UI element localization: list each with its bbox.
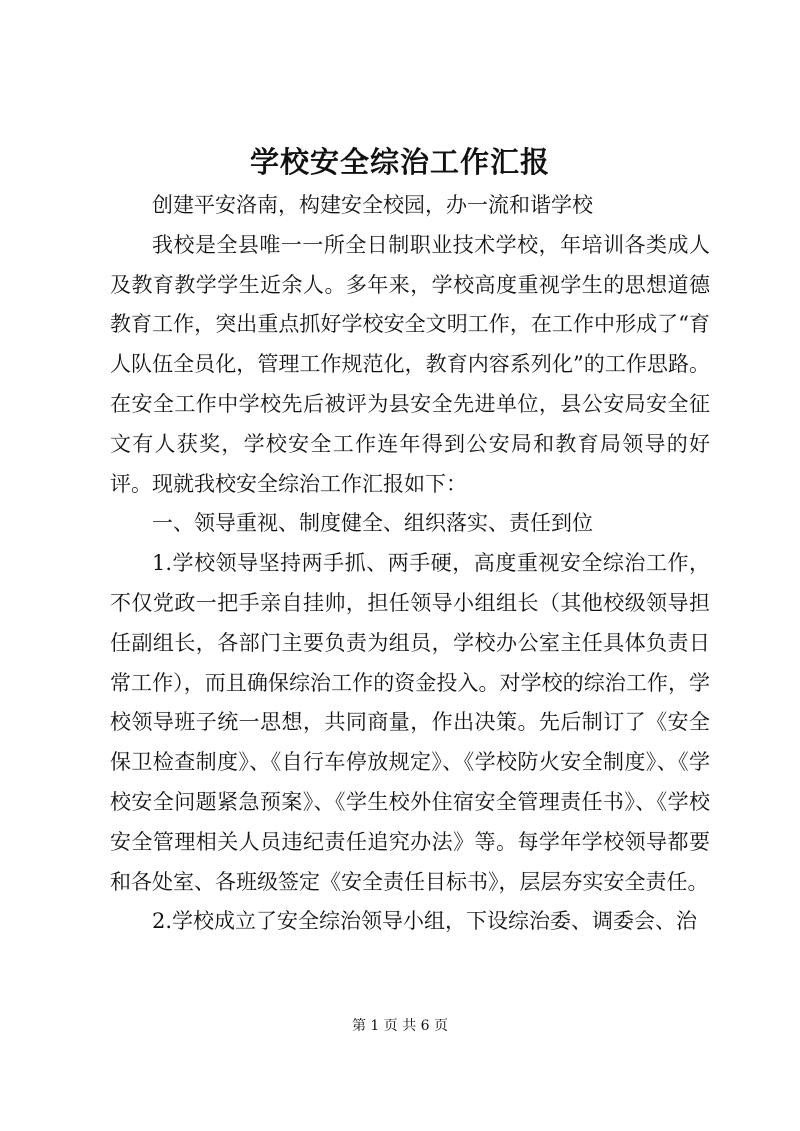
document-title: 学校安全综治工作汇报 — [249, 145, 550, 179]
paragraph-intro: 我校是全县唯一一所全日制职业技术学校，年培训各类成人及教育教学学生近余人。多年来，学校高度重视学生的思想道德教育工作，突出重点抓好学校安全文明工作，在工作中形成了“育人队伍全员化，管理工作规范化，教育内容系列化”的工作思路。在安全工作中学校先后被评为县安全先进单位，县公安局安全征文有人获奖，学校安全工作连年得到公安局和教育局领导的好评。现就我校安全综治工作汇报如下： — [110, 232, 710, 496]
document-body — [110, 186, 710, 942]
page-number: 第 1 页 共 6 页 — [351, 1018, 449, 1034]
paragraph-section-heading: 一、领导重视、制度健全、组织落实、责任到位 — [152, 511, 593, 536]
paragraph-item-1: 1.学校领导坚持两手抓、两手硬，高度重视安全综治工作，不仅党政一把手亲自挂帅，担任领导小组组长（其他校级领导担任副组长，各部门主要负责为组员，学校办公室主任具体负责日常工作），而且确保综治工作的资金投入。对学校的综治工作，学校领导班子统一思想，共同商量，作出决策。先后制订了《安全保卫检查制度》、《自行车停放规定》、《学校防火安全制度》、《学校安全问题紧急预案》、《学生校外住宿安全管理责任书》、《学校安全管理相关人员违纪责任追究办法》等。每学年学校领导都要和各处室、各班级签定《安全责任目标书》，层层夯实安全责任。 — [110, 551, 710, 894]
paragraph-item-2: 2.学校成立了安全综治领导小组，下设综治委、调委会、治 — [152, 909, 698, 934]
paragraph-subtitle: 创建平安洛南，构建安全校园，办一流和谐学校 — [152, 193, 593, 217]
